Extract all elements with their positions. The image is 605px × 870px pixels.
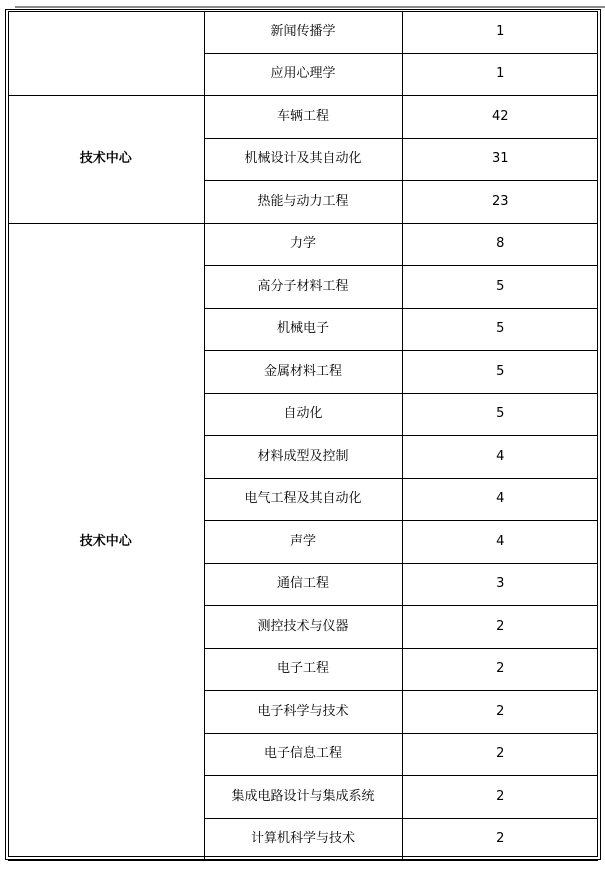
major-cell: 测控技术与仪器 — [204, 606, 402, 649]
count-cell: 1 — [402, 53, 598, 96]
count-cell: 4 — [402, 521, 598, 564]
count-cell: 2 — [402, 691, 598, 734]
major-cell: 通信工程 — [204, 563, 402, 606]
count-cell: 2 — [402, 733, 598, 776]
count-cell: 42 — [402, 96, 598, 139]
top-rule — [15, 6, 605, 8]
major-cell: 新闻传播学 — [204, 11, 402, 53]
major-cell: 自动化 — [204, 393, 402, 436]
majors-table — [8, 11, 598, 861]
major-cell: 材料成型及控制 — [204, 436, 402, 479]
major-cell: 机械设计及其自动化 — [204, 138, 402, 181]
major-cell: 计算机科学与技术 — [204, 818, 402, 861]
major-cell: 金属材料工程 — [204, 351, 402, 394]
count-cell: 5 — [402, 351, 598, 394]
department-cell: 技术中心 — [8, 96, 204, 224]
major-cell: 电子信息工程 — [204, 733, 402, 776]
major-cell: 力学 — [204, 223, 402, 266]
count-cell: 2 — [402, 776, 598, 819]
count-cell: 5 — [402, 308, 598, 351]
count-cell: 2 — [402, 818, 598, 861]
major-cell: 电子工程 — [204, 648, 402, 691]
count-cell: 8 — [402, 223, 598, 266]
count-cell: 5 — [402, 266, 598, 309]
count-cell: 23 — [402, 181, 598, 224]
major-cell: 热能与动力工程 — [204, 181, 402, 224]
major-cell: 声学 — [204, 521, 402, 564]
count-cell: 4 — [402, 478, 598, 521]
major-cell: 集成电路设计与集成系统 — [204, 776, 402, 819]
table-row — [8, 11, 598, 53]
department-cell — [8, 11, 204, 96]
count-cell: 3 — [402, 563, 598, 606]
major-cell: 应用心理学 — [204, 53, 402, 96]
table-row — [8, 223, 598, 266]
count-cell: 2 — [402, 648, 598, 691]
major-cell: 电子科学与技术 — [204, 691, 402, 734]
major-cell: 机械电子 — [204, 308, 402, 351]
count-cell: 4 — [402, 436, 598, 479]
count-cell: 31 — [402, 138, 598, 181]
count-cell: 5 — [402, 393, 598, 436]
table-row — [8, 96, 598, 139]
major-cell: 高分子材料工程 — [204, 266, 402, 309]
table-body — [8, 11, 598, 861]
major-cell: 电气工程及其自动化 — [204, 478, 402, 521]
major-cell: 车辆工程 — [204, 96, 402, 139]
department-cell: 技术中心 — [8, 223, 204, 861]
count-cell: 1 — [402, 11, 598, 53]
count-cell: 2 — [402, 606, 598, 649]
